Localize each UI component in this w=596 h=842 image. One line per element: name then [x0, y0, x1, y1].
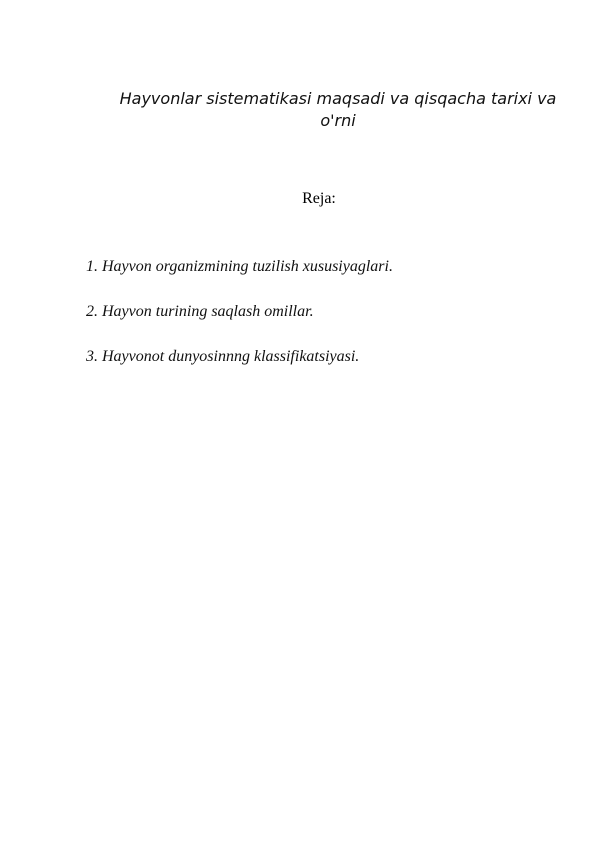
plan-item-2: 2. Hayvon turining saqlash omillar. — [86, 303, 314, 320]
plan-heading: Reja: — [302, 190, 336, 207]
plan-list — [86, 258, 393, 393]
title-line-2: o'rni — [320, 111, 356, 130]
plan-item-3: 3. Hayvonot dunyosinnng klassifikatsiyasi. — [86, 348, 360, 365]
title-line-1: Hayvonlar sistematikasi maqsadi va qisqacha tarixi va — [119, 89, 557, 108]
plan-item-1: 1. Hayvon organizmining tuzilish xususiyaglari. — [86, 258, 393, 275]
document-title — [60, 88, 596, 132]
